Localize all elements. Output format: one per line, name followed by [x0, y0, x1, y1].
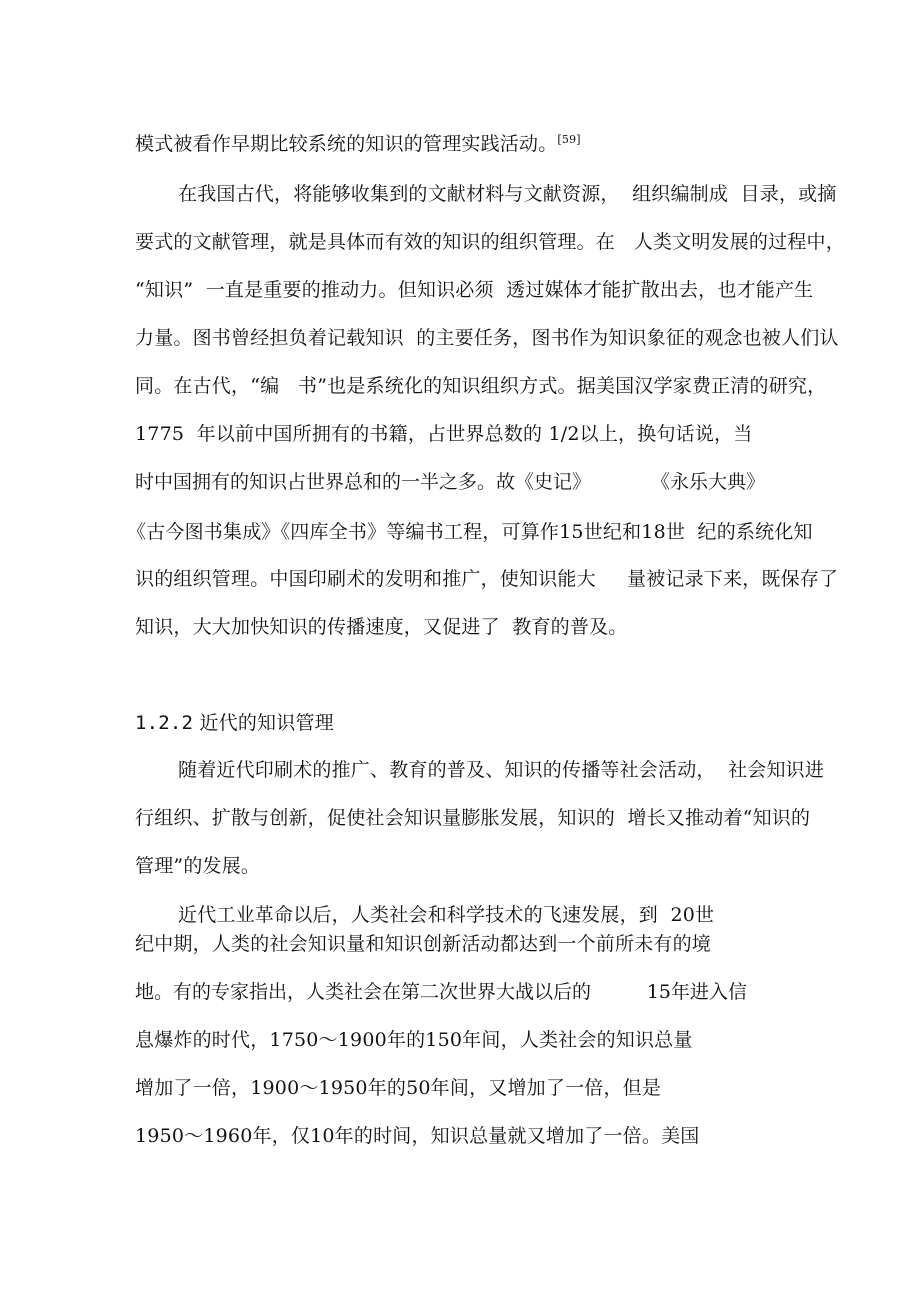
para2-line-7-right: 《永乐大典》 [650, 471, 765, 493]
para2-line-7-left: 时中国拥有的知识占世界总和的一半之多。故《史记》 [135, 471, 592, 493]
para1-line [135, 128, 581, 156]
para4-line-3-left: 地。有的专家指出，人类社会在第二次世界大战以后的 [135, 981, 592, 1003]
para2-line-1: 在我国古代，将能够收集到的文献材料与文献资源， 组织编制成 目录，或摘 [178, 183, 837, 205]
para2-line-7 [135, 470, 765, 494]
para3-line-1: 随着近代印刷术的推广、教育的普及、知识的传播等社会活动， 社会知识进 [178, 759, 825, 781]
para2-line-4: 力量。图书曾经担负着记载知识 的主要任务，图书作为知识象征的观念也被人们认 [135, 327, 839, 349]
para2-line-8: 《古今图书集成》《四库全书》等编书工程，可算作15世纪和18世 纪的系统化知 [127, 521, 813, 543]
para2-line-10: 知识，大大加快知识的传播速度，又促进了 教育的普及。 [135, 616, 628, 638]
para1-text: 模式被看作早期比较系统的知识的管理实践活动。 [135, 133, 558, 155]
para2-line-3: “知识” 一直是重要的推动力。但知识必须 透过媒体才能扩散出去，也才能产生 [135, 279, 814, 301]
para4-line-3 [135, 980, 747, 1004]
citation-ref[interactable]: [59] [557, 133, 581, 146]
para4-line-4: 息爆炸的时代，1750～1900年的150年间，人类社会的知识总量 [135, 1029, 693, 1051]
section-heading [135, 711, 334, 735]
para2-line-5: 同。在古代，“编 书”也是系统化的知识组织方式。据美国汉学家费正清的研究， [135, 375, 827, 397]
para2-line-6: 1775 年以前中国所拥有的书籍，占世界总数的 1/2以上，换句话说，当 [135, 423, 753, 445]
para3-line-3: 管理”的发展。 [135, 855, 261, 877]
para3-line-2: 行组织、扩散与创新，促使社会知识量膨胀发展，知识的 增长又推动着“知识的 [135, 807, 811, 829]
para4-line-1: 近代工业革命以后，人类社会和科学技术的飞速发展，到 20世 [178, 904, 715, 926]
para2-line-2: 要式的文献管理，就是具体而有效的知识的组织管理。在 人类文明发展的过程中， [135, 231, 845, 253]
para4-line-3-right: 15年进入信 [646, 981, 747, 1003]
section-number: 1.2.2 [135, 712, 194, 734]
para2-line-9: 识的组织管理。中国印刷术的发明和推广，使知识能大 量被记录下来，既保存了 [135, 568, 839, 590]
para4-line-2: 纪中期，人类的社会知识量和知识创新活动都达到一个前所未有的境 [135, 933, 712, 955]
section-title: 近代的知识管理 [199, 712, 334, 734]
para4-line-5: 增加了一倍，1900～1950年的50年间，又增加了一倍，但是 [135, 1077, 662, 1099]
para4-line-6: 1950～1960年，仅10年的时间，知识总量就又增加了一倍。美国 [135, 1125, 700, 1147]
